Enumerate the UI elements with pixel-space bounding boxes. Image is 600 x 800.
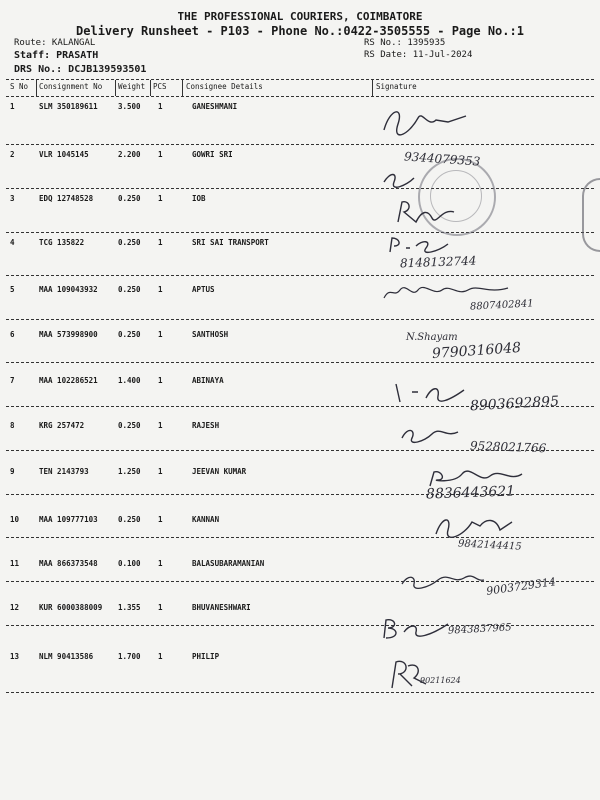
column-divider <box>150 80 151 96</box>
row-consignment: SLM 350189611 <box>39 102 98 111</box>
row-weight: 2.200 <box>118 150 141 159</box>
col-header-consignee: Consignee Details <box>186 82 263 91</box>
row-divider <box>6 232 594 233</box>
table-row <box>0 559 600 571</box>
row-consignee: APTUS <box>192 285 215 294</box>
row-sno: 5 <box>10 285 15 294</box>
handwritten-phone: 90211624 <box>420 676 461 685</box>
handwritten-phone: 8807402841 <box>469 298 534 313</box>
handwritten-phone: 9344079353 <box>403 149 481 169</box>
col-header-pcs: PCS <box>153 82 167 91</box>
row-consignee: JEEVAN KUMAR <box>192 467 247 476</box>
row-sno: 9 <box>10 467 15 476</box>
handwritten-phone: 8836443621 <box>425 483 516 503</box>
row-divider <box>6 362 594 363</box>
table-row <box>0 102 600 114</box>
row-sno: 3 <box>10 194 15 203</box>
staff-label: Staff: PRASATH <box>14 50 99 61</box>
col-header-signature: Signature <box>376 82 417 91</box>
route-label: Route: KALANGAL <box>14 38 96 48</box>
row-pcs: 1 <box>158 285 163 294</box>
row-pcs: 1 <box>158 603 163 612</box>
row-divider <box>6 144 594 145</box>
row-weight: 0.250 <box>118 421 141 430</box>
column-divider <box>115 80 116 96</box>
row-sno: 4 <box>10 238 15 247</box>
row-consignment: EDQ 12748528 <box>39 194 94 203</box>
row-pcs: 1 <box>158 330 163 339</box>
table-row <box>0 603 600 615</box>
row-consignment: NLM 90413586 <box>39 652 94 661</box>
row-weight: 1.250 <box>118 467 141 476</box>
row-consignment: MAA 573998900 <box>39 330 98 339</box>
signature-scribble <box>392 380 472 406</box>
table-row <box>0 194 600 206</box>
row-consignment: MAA 109043932 <box>39 285 98 294</box>
row-consignment: KRG 257472 <box>39 421 85 430</box>
row-weight: 3.500 <box>118 102 141 111</box>
row-sno: 13 <box>10 652 20 661</box>
company-title: THE PROFESSIONAL COURIERS, COIMBATORE <box>177 10 423 23</box>
row-consignee: ABINAYA <box>192 376 224 385</box>
row-divider <box>6 188 594 189</box>
row-consignee: SRI SAI TRANSPORT <box>192 238 269 247</box>
row-sno: 12 <box>10 603 20 612</box>
row-divider <box>6 319 594 320</box>
signature-scribble <box>398 570 488 592</box>
row-consignee: GANESHMANI <box>192 102 238 111</box>
row-consignee: PHILIP <box>192 652 220 661</box>
row-consignee: GOWRI SRI <box>192 150 233 159</box>
handwritten-phone: 9528021766 <box>469 438 547 456</box>
row-consignee: RAJESH <box>192 421 220 430</box>
signature-scribble <box>430 512 520 540</box>
row-consignee: KANNAN <box>192 515 220 524</box>
row-sno: 1 <box>10 102 15 111</box>
handwritten-phone: 9790316048 <box>431 339 522 363</box>
row-pcs: 1 <box>158 515 163 524</box>
row-consignment: VLR 1045145 <box>39 150 89 159</box>
handwritten-phone: 9003729314 <box>485 575 557 598</box>
row-pcs: 1 <box>158 421 163 430</box>
table-row <box>0 150 600 162</box>
row-pcs: 1 <box>158 194 163 203</box>
edge-stamp-mark <box>582 178 600 252</box>
row-pcs: 1 <box>158 652 163 661</box>
table-row <box>0 421 600 433</box>
table-row <box>0 238 600 250</box>
row-weight: 0.250 <box>118 330 141 339</box>
column-divider <box>36 80 37 96</box>
row-pcs: 1 <box>158 150 163 159</box>
col-header-sno: S No <box>10 82 29 91</box>
row-consignee: BHUVANESHWARI <box>192 603 251 612</box>
table-row <box>0 376 600 388</box>
row-consignment: MAA 102286521 <box>39 376 98 385</box>
row-weight: 1.400 <box>118 376 141 385</box>
drs-number: DRS No.: DCJB139593501 <box>14 64 147 75</box>
row-weight: 0.100 <box>118 559 141 568</box>
table-top-rule <box>6 79 594 80</box>
handwritten-phone: 8903692895 <box>469 393 560 415</box>
row-consignee: SANTHOSH <box>192 330 229 339</box>
row-sno: 11 <box>10 559 20 568</box>
handwritten-phone: 9843837965 <box>447 622 512 637</box>
signature-scribble <box>398 424 468 444</box>
rs-date: RS Date: 11-Jul-2024 <box>364 50 473 60</box>
row-consignee: IOB <box>192 194 206 203</box>
row-consignment: MAA 109777103 <box>39 515 98 524</box>
column-divider <box>372 80 373 96</box>
row-pcs: 1 <box>158 376 163 385</box>
row-pcs: 1 <box>158 467 163 476</box>
row-sno: 8 <box>10 421 15 430</box>
row-sno: 2 <box>10 150 15 159</box>
row-consignment: TCG 135822 <box>39 238 85 247</box>
table-header-rule <box>6 96 594 97</box>
row-divider <box>6 692 594 693</box>
row-consignment: KUR 6000388009 <box>39 603 103 612</box>
col-header-weight: Weight <box>118 82 146 91</box>
runsheet-subtitle: Delivery Runsheet - P103 - Phone No.:0422-3505555 - Page No.:1 <box>76 24 524 38</box>
row-weight: 0.250 <box>118 194 141 203</box>
rs-number: RS No.: 1395935 <box>364 38 446 48</box>
row-sno: 6 <box>10 330 15 339</box>
table-row <box>0 652 600 664</box>
signature-scribble <box>380 168 420 190</box>
column-divider <box>182 80 183 96</box>
handwritten-phone: 8148132744 <box>399 253 477 271</box>
col-header-consignment: Consignment No <box>39 82 103 91</box>
signature-scribble <box>386 656 432 692</box>
row-pcs: 1 <box>158 559 163 568</box>
signature-scribble <box>386 236 456 256</box>
row-weight: 1.355 <box>118 603 141 612</box>
row-consignment: MAA 866373548 <box>39 559 98 568</box>
row-sno: 10 <box>10 515 20 524</box>
row-pcs: 1 <box>158 238 163 247</box>
row-sno: 7 <box>10 376 15 385</box>
handwritten-name: N.Shayam <box>406 332 458 343</box>
row-divider <box>6 275 594 276</box>
handwritten-phone: 9842144415 <box>457 538 522 553</box>
row-weight: 0.250 <box>118 515 141 524</box>
row-pcs: 1 <box>158 102 163 111</box>
row-weight: 0.250 <box>118 238 141 247</box>
row-weight: 1.700 <box>118 652 141 661</box>
signature-scribble <box>392 196 462 228</box>
signature-scribble <box>378 100 478 142</box>
row-consignment: TEN 2143793 <box>39 467 89 476</box>
row-weight: 0.250 <box>118 285 141 294</box>
row-consignee: BALASUBARAMANIAN <box>192 559 265 568</box>
signature-scribble <box>378 616 452 644</box>
